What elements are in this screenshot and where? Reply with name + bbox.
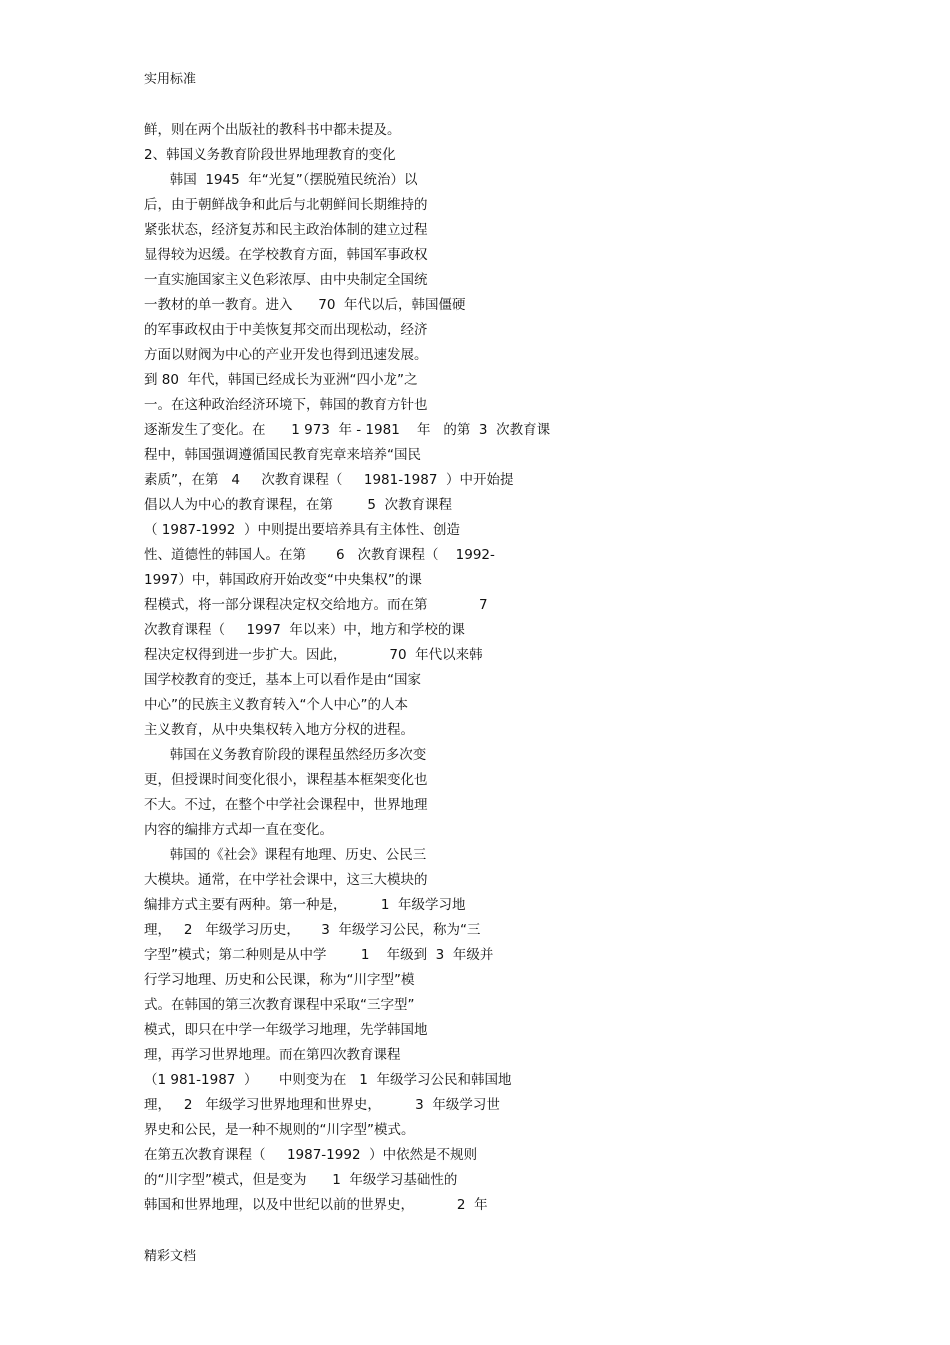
text-line: 到 80 年代，韩国已经成长为亚洲“四小龙”之 <box>144 372 418 388</box>
text-line: 后，由于朝鲜战争和此后与北朝鲜间长期维持的 <box>144 197 428 213</box>
text-line: 素质”，在第 4 次教育课程（ 1981-1987 ）中开始提 <box>144 472 514 488</box>
text-line: 字型”模式；第二种则是从中学 1 年级到 3 年级并 <box>144 947 494 963</box>
page-footer: 精彩文档 <box>144 1249 197 1264</box>
text-line: 性、道德性的韩国人。在第 6 次教育课程（ 1992- <box>144 547 495 563</box>
text-line: 的军事政权由于中美恢复邦交而出现松动，经济 <box>144 322 428 338</box>
text-line: （ 1987-1992 ）中则提出要培养具有主体性、创造 <box>144 522 460 538</box>
text-line: 1997）中，韩国政府开始改变“中央集权”的课 <box>144 572 422 588</box>
text-line: 界史和公民，是一种不规则的“川字型”模式。 <box>144 1122 415 1138</box>
text-line: 在第五次教育课程（ 1987-1992 ）中依然是不规则 <box>144 1147 478 1163</box>
text-line: 理， 2 年级学习历史， 3 年级学习公民，称为“三 <box>144 922 481 938</box>
text-line: 内容的编排方式却一直在变化。 <box>144 822 333 838</box>
text-line: 主义教育，从中央集权转入地方分权的进程。 <box>144 722 414 738</box>
text-line: 程决定权得到进一步扩大。因此， 70 年代以来韩 <box>144 647 483 663</box>
text-line: 逐渐发生了变化。在 1 973 年 - 1981 年 的第 3 次教育课 <box>144 422 551 438</box>
text-line: 编排方式主要有两种。第一种是， 1 年级学习地 <box>144 897 466 913</box>
text-line: 式。在韩国的第三次教育课程中采取“三字型” <box>144 997 415 1013</box>
text-line: 方面以财阀为中心的产业开发也得到迅速发展。 <box>144 347 428 363</box>
page-header: 实用标准 <box>144 72 197 87</box>
text-line: 理， 2 年级学习世界地理和世界史， 3 年级学习世 <box>144 1097 500 1113</box>
text-line: 显得较为迟缓。在学校教育方面，韩国军事政权 <box>144 247 428 263</box>
text-line: 韩国和世界地理，以及中世纪以前的世界史， 2 年 <box>144 1197 488 1213</box>
text-line: 更，但授课时间变化很小，课程基本框架变化也 <box>144 772 428 788</box>
text-line: 韩国 1945 年“光复”（摆脱殖民统治）以 <box>144 172 418 188</box>
text-line: 的“川字型”模式，但是变为 1 年级学习基础性的 <box>144 1172 458 1188</box>
text-line: 行学习地理、历史和公民课，称为“川字型”模 <box>144 972 415 988</box>
text-line: 一直实施国家主义色彩浓厚、由中央制定全国统 <box>144 272 428 288</box>
text-line: 程模式，将一部分课程决定权交给地方。而在第 7 <box>144 597 488 613</box>
text-line: 大模块。通常，在中学社会课中，这三大模块的 <box>144 872 428 888</box>
text-line: 次教育课程（ 1997 年以来）中，地方和学校的课 <box>144 622 465 638</box>
text-line: 模式，即只在中学一年级学习地理，先学韩国地 <box>144 1022 428 1038</box>
text-line: 紧张状态，经济复苏和民主政治体制的建立过程 <box>144 222 428 238</box>
text-line: 一教材的单一教育。进入 70 年代以后，韩国僵硬 <box>144 297 466 313</box>
text-line: 程中，韩国强调遵循国民教育宪章来培养“国民 <box>144 447 421 463</box>
text-line: 不大。不过，在整个中学社会课程中，世界地理 <box>144 797 428 813</box>
text-line: 倡以人为中心的教育课程，在第 5 次教育课程 <box>144 497 453 513</box>
text-line: （1 981-1987 ） 中则变为在 1 年级学习公民和韩国地 <box>144 1072 512 1088</box>
text-line: 中心”的民族主义教育转入“个人中心”的人本 <box>144 697 408 713</box>
text-line: 理，再学习世界地理。而在第四次教育课程 <box>144 1047 401 1063</box>
text-line: 韩国在义务教育阶段的课程虽然经历多次变 <box>144 747 427 763</box>
body-text <box>144 118 584 1218</box>
text-line: 一。在这种政治经济环境下，韩国的教育方针也 <box>144 397 428 413</box>
text-line: 国学校教育的变迁，基本上可以看作是由“国家 <box>144 672 421 688</box>
text-line: 鲜，则在两个出版社的教科书中都未提及。 <box>144 122 401 138</box>
text-line: 韩国的《社会》课程有地理、历史、公民三 <box>144 847 427 863</box>
text-line: 2、韩国义务教育阶段世界地理教育的变化 <box>144 147 396 163</box>
